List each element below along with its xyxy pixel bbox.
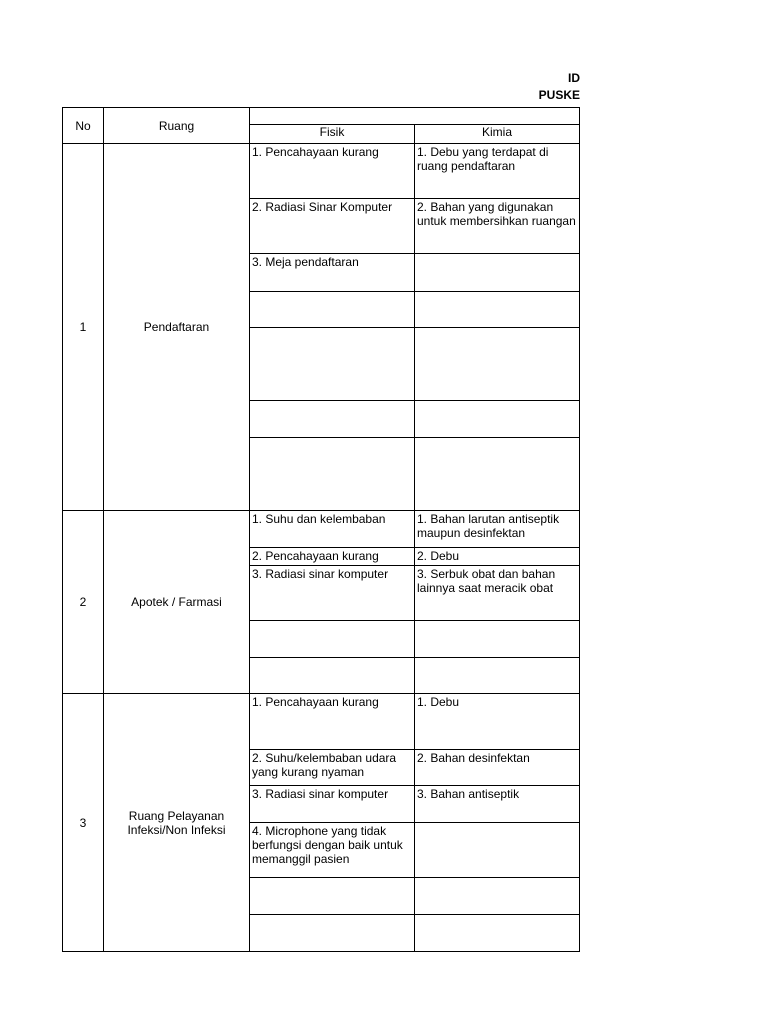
kimia-hazard-cell bbox=[415, 254, 580, 292]
header-kimia: Kimia bbox=[415, 125, 580, 144]
fisik-hazard-cell bbox=[250, 438, 415, 511]
fisik-hazard-cell bbox=[250, 292, 415, 328]
header-group-cell bbox=[250, 108, 580, 125]
kimia-hazard-cell bbox=[415, 621, 580, 658]
section-room: Pendaftaran bbox=[104, 144, 250, 511]
fisik-hazard-cell: 2. Radiasi Sinar Komputer bbox=[250, 199, 415, 254]
fisik-hazard-cell: 1. Pencahayaan kurang bbox=[250, 694, 415, 750]
header-no: No bbox=[63, 108, 104, 144]
kimia-hazard-cell bbox=[415, 915, 580, 952]
kimia-hazard-cell bbox=[415, 292, 580, 328]
fisik-hazard-cell: 4. Microphone yang tidak berfungsi dengan baik untuk memanggil pasien bbox=[250, 823, 415, 878]
kimia-hazard-cell bbox=[415, 328, 580, 401]
kimia-hazard-cell bbox=[415, 658, 580, 694]
section-room: Apotek / Farmasi bbox=[104, 511, 250, 694]
fisik-hazard-cell: 1. Suhu dan kelembaban bbox=[250, 511, 415, 548]
kimia-hazard-cell bbox=[415, 438, 580, 511]
document-title-line1: ID bbox=[568, 71, 580, 85]
fisik-hazard-cell bbox=[250, 878, 415, 915]
document-title-line2: PUSKE bbox=[538, 88, 580, 102]
section-room: Ruang Pelayanan Infeksi/Non Infeksi bbox=[104, 694, 250, 952]
kimia-hazard-cell: 3. Bahan antiseptik bbox=[415, 786, 580, 823]
fisik-hazard-cell: 1. Pencahayaan kurang bbox=[250, 144, 415, 199]
header-ruang: Ruang bbox=[104, 108, 250, 144]
fisik-hazard-cell bbox=[250, 658, 415, 694]
section-number: 2 bbox=[63, 511, 104, 694]
hazard-identification-table bbox=[62, 107, 580, 952]
kimia-hazard-cell: 1. Bahan larutan antiseptik maupun desinfektan bbox=[415, 511, 580, 548]
kimia-hazard-cell: 2. Debu bbox=[415, 548, 580, 566]
fisik-hazard-cell bbox=[250, 621, 415, 658]
kimia-hazard-cell: 3. Serbuk obat dan bahan lainnya saat meracik obat bbox=[415, 566, 580, 621]
fisik-hazard-cell: 2. Pencahayaan kurang bbox=[250, 548, 415, 566]
fisik-hazard-cell: 3. Radiasi sinar komputer bbox=[250, 786, 415, 823]
kimia-hazard-cell bbox=[415, 823, 580, 878]
fisik-hazard-cell: 3. Radiasi sinar komputer bbox=[250, 566, 415, 621]
kimia-hazard-cell: 1. Debu bbox=[415, 694, 580, 750]
table-row bbox=[63, 511, 580, 548]
table-row bbox=[63, 694, 580, 750]
fisik-hazard-cell bbox=[250, 401, 415, 438]
section-number: 1 bbox=[63, 144, 104, 511]
header-fisik: Fisik bbox=[250, 125, 415, 144]
fisik-hazard-cell: 2. Suhu/kelembaban udara yang kurang nyaman bbox=[250, 750, 415, 786]
table-row bbox=[63, 144, 580, 199]
kimia-hazard-cell: 1. Debu yang terdapat di ruang pendaftaran bbox=[415, 144, 580, 199]
section-number: 3 bbox=[63, 694, 104, 952]
fisik-hazard-cell: 3. Meja pendaftaran bbox=[250, 254, 415, 292]
kimia-hazard-cell bbox=[415, 878, 580, 915]
fisik-hazard-cell bbox=[250, 915, 415, 952]
kimia-hazard-cell: 2. Bahan yang digunakan untuk membersihkan ruangan bbox=[415, 199, 580, 254]
fisik-hazard-cell bbox=[250, 328, 415, 401]
kimia-hazard-cell bbox=[415, 401, 580, 438]
header-row bbox=[63, 108, 580, 125]
kimia-hazard-cell: 2. Bahan desinfektan bbox=[415, 750, 580, 786]
